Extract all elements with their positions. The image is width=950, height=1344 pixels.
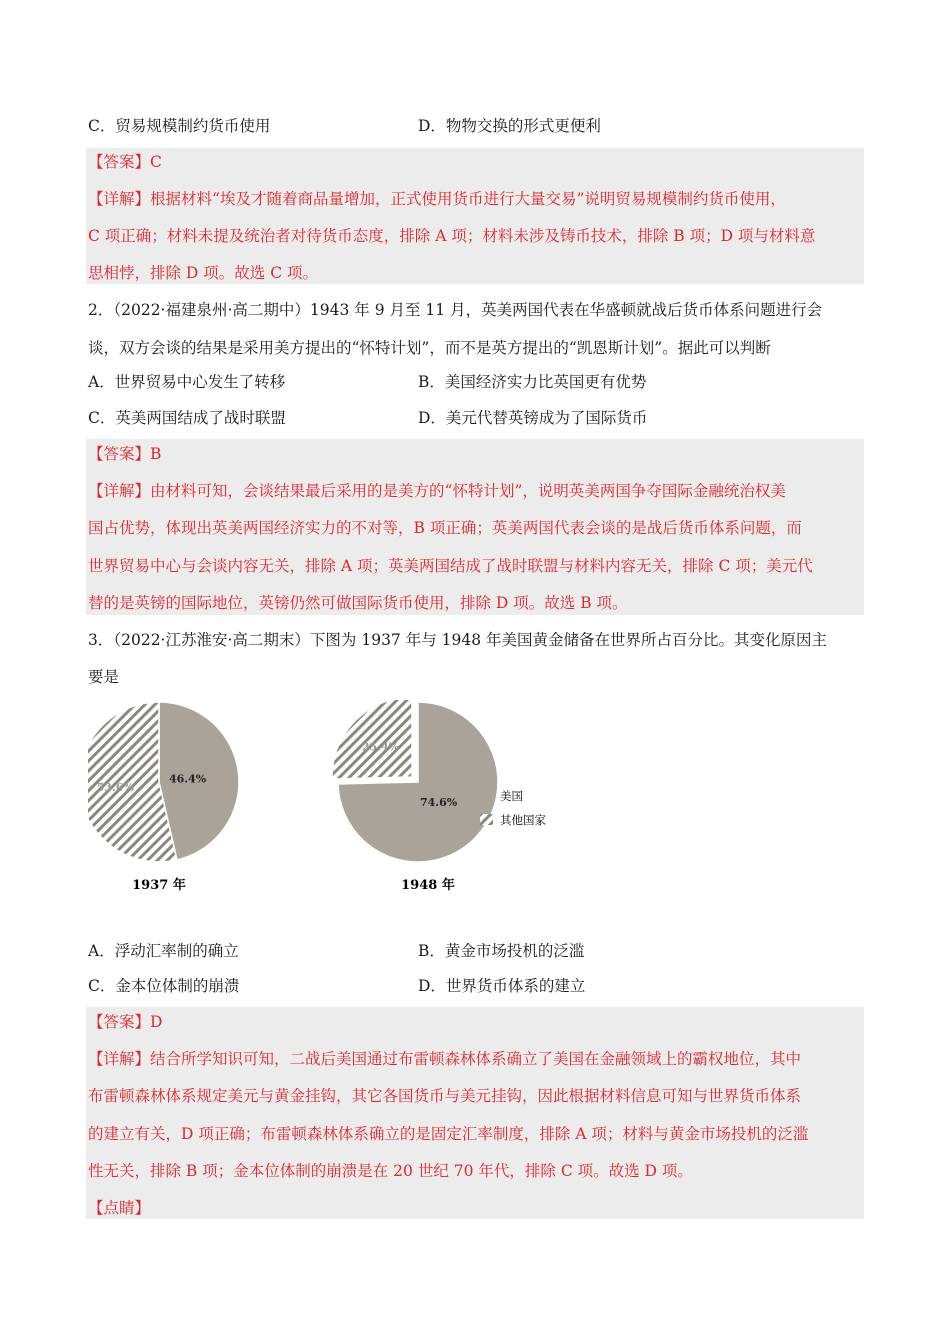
- q2-explain-line-3: 世界贸易中心与会谈内容无关，排除 A 项；英美两国结成了战时联盟与材料内容无关，排除 C 项；美元代: [88, 557, 813, 575]
- gold-reserve-pie-charts: [88, 700, 568, 900]
- pie-1937: [88, 702, 239, 862]
- q2-option-d: D．美元代替英镑成为了国际货币: [418, 409, 648, 427]
- legend-swatch-other: [480, 814, 493, 825]
- answer-label: 【答案】: [88, 153, 151, 171]
- q2-explain-line-4: 替的是英镑的国际地位，英镑仍然可做国际货币使用，排除 D 项。故选 B 项。: [88, 594, 628, 612]
- q3-stem-line-2: 要是: [88, 668, 120, 686]
- legend-label-other: 其他国家: [500, 813, 546, 827]
- pie-label-other-0: 53.6%: [96, 780, 134, 794]
- q3-point-label: 【点睛】: [88, 1199, 151, 1217]
- q1-explain-line-1: 【详解】根据材料“埃及才随着商品量增加，正式使用货币进行大量交易”说明贸易规模制约货币使用，: [88, 190, 786, 208]
- q3-answer: 【答案】D: [88, 1013, 163, 1031]
- explain-label: 【详解】: [88, 190, 151, 208]
- q2-stem-line-2: 谈，双方会谈的结果是采用美方提出的“怀特计划”，而不是英方提出的“凯恩斯计划”。据此可以判断: [88, 339, 771, 357]
- q2-option-a: A．世界贸易中心发生了转移: [88, 373, 286, 391]
- q1-option-d: D．物物交换的形式更便利: [418, 117, 601, 135]
- pie-label-usa-1: 74.6%: [419, 796, 458, 810]
- pie-1937-title: 1937 年: [132, 878, 186, 893]
- q3-explain-line-2: 布雷顿森林体系规定美元与黄金挂钩，其它各国货币与美元挂钩，因此根据材料信息可知与世界货币体系: [88, 1087, 802, 1105]
- q2-explain-line-1: 【详解】由材料可知，会谈结果最后采用的是美方的“怀特计划”，说明英美两国争夺国际金融统治权美: [88, 482, 786, 500]
- q3-answer-block: [86, 1007, 864, 1219]
- q1-explain-line-2: C 项正确；材料未提及统治者对待货币态度，排除 A 项；材料未涉及铸币技术，排除 B 项；D 项与材料意: [88, 227, 816, 245]
- legend-label-usa: 美国: [500, 789, 523, 803]
- q3-explain-line-4: 性无关，排除 B 项；金本位体制的崩溃是在 20 世纪 70 年代，排除 C 项。故选 D 项。: [88, 1162, 693, 1180]
- pie-1948: [332, 700, 498, 862]
- q2-explain-line-2: 国占优势，体现出英美两国经济实力的不对等，B 项正确；英美两国代表会谈的是战后货币体系问题，而: [88, 519, 802, 537]
- q3-option-d: D．世界货币体系的建立: [418, 977, 586, 995]
- q3-stem-line-1: 3．（2022·江苏淮安·高二期末）下图为 1937 年与 1948 年美国黄金储备在世界所占百分比。其变化原因主: [88, 631, 828, 649]
- q3-option-a: A．浮动汇率制的确立: [88, 942, 239, 960]
- pie-1948-title: 1948 年: [401, 878, 455, 893]
- pie-label-usa-0: 46.4%: [168, 772, 207, 786]
- q3-option-c: C．金本位体制的崩溃: [88, 977, 240, 995]
- q1-answer: [88, 152, 162, 172]
- q2-answer: 【答案】B: [88, 445, 162, 463]
- q3-option-b: B．黄金市场投机的泛滥: [418, 942, 585, 960]
- q2-option-b: B．美国经济实力比英国更有优势: [418, 373, 647, 391]
- q3-explain-line-3: 的建立有关，D 项正确；布雷顿森林体系确立的是固定汇率制度，排除 A 项；材料与黄金市场投机的泛滥: [88, 1125, 809, 1143]
- q2-stem-line-1: 2．（2022·福建泉州·高二期中）1943 年 9 月至 11 月，英美两国代表在华盛顿就战后货币体系问题进行会: [88, 301, 823, 319]
- answer-value: C: [150, 153, 162, 171]
- pie-label-other-1: 25.4%: [361, 740, 400, 754]
- q3-explain-line-1: 【详解】结合所学知识可知，二战后美国通过布雷顿森林体系确立了美国在金融领域上的霸权地位，其中: [88, 1050, 802, 1068]
- legend-swatch-usa: [480, 790, 493, 801]
- q1-option-c: C．贸易规模制约货币使用: [88, 117, 271, 135]
- q1-explain-line-3: 思相悖，排除 D 项。故选 C 项。: [88, 264, 318, 282]
- q2-option-c: C．英美两国结成了战时联盟: [88, 409, 286, 427]
